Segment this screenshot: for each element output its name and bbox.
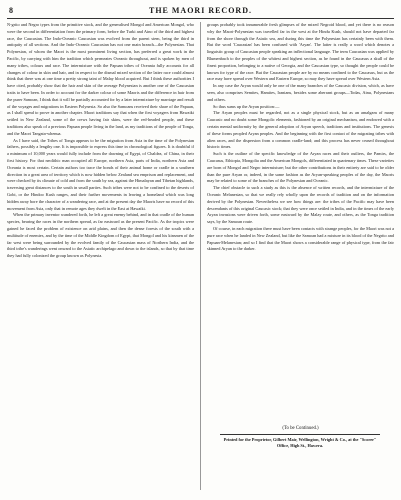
paragraph: Of course, in each migration there must have been contacts with strange peoples, for the Maori was not a pure race when he landed in New Zealand, but like the Samoan had a mixture in its blood of the Negrito and Papuan-Melanesian; and so I find that the Maori shows a considerable range of physical type, from the fair skinned Aryan to the darker.	[207, 225, 394, 252]
paragraph: As I have said, the Tribes of Tonga appears to be the migration from Asia in the time of the Polynesian fathers, possibly a lengthy one. It is impossible to express this time in chronological figures. It is doubtful if a minimum of 10,000 years would fully include from the dawning of Egypt, of Chaldea, of China, in their first history. For that neolithic man occupied all Europe, northern Asia, parts of India, northern Asia and Oceania is most certain. Certain authors too trace the bonds of their animal home or cradle in a southern direction in a great area of territory which is now hidden below Zealand sea emprison and replacement, and were checked by its climate of cold and from the south by sea, against the Himalayan and Tibetan highlands, traversing great distances to the south in small parties. Such tribes were not to be confined to the deserts of Gobi, or the Hindoo Kush ranges, and their further movements in leaving a homeland which was long hidden away bore the character of a wandering race, and at the present day the Maoris have no record of this movement from Asia, only that in remote ages they dwelt in the East at Hawaiki.	[7, 137, 194, 211]
left-column	[7, 22, 194, 260]
page-number: 8	[9, 6, 13, 15]
paragraph: The Aryan peoples must be regarded, not as a single physical stock, but as an amalgam of many Caucasic and no doubt some Mongolic elements, fashioned by an original mechanism, and endowed with a certain mental uniformity by the general adoption of Aryan speech, traditions and institutions. The genesis of these forms peopled Aryan peoples. And the beginning with the first contact of the migrating tribes with alien races, and the dispersion from a common cradle-land; and this process has never ceased throughout historic times.	[207, 110, 394, 150]
right-column	[207, 22, 394, 253]
paragraph: So thus sums up the Aryan position:—	[213, 103, 280, 109]
footer-rule	[220, 434, 380, 435]
journal-title: THE MAORI RECORD.	[148, 6, 252, 15]
paragraph: The chief obstacle to such a study as this is the absence of written records, and the intermixture of the Oceanic Melanesian, so that we really rely wholly upon the records of tradition and on the information derived by the Polynesian. Nevertheless we see how things are: the tribes of the Pacific may have been descendants of this original Caucasic stock; that they were once settled in India, and in the times of the early Aryan invasions were driven forth, some eastward by the Malay route, and others, as the Tonga tradition says, by the Samoan route.	[207, 185, 394, 225]
paragraph: groups probably took innumerable fresh glimpses of the mixed Negroid blood, and yet there is no reason why the Maori-Polynesian was travelled far in the west at the Hindu Kush, should not have departed far from the shore through the Asiatic sea, and during this time the Polynesian has certainly been with them. But the word 'Caucasian' has been confused with 'Aryan'. The latter is really a word which denotes a linguistic group of Caucasian people speaking an inflectional language. The term Caucasian was applied by Blumenbach to the peoples of the whitest and highest section, as he found in the Caucasus a skull of the finest proportion, belonging to a native of Georgia, and the Caucasian type, so thought the people could be known for type of the race. But the Caucasian people are by no means confined to the Caucasus, but as the race may have spread over Western and Eastern Europe, so may they have spread over Western Asia.	[207, 22, 394, 82]
column-divider	[200, 22, 201, 490]
paragraph: When the primary inventor wandered forth, he left a great enemy behind, and in that cradle of the human species, bearing the races in the northern spread, as far eastward as the present Pacific. As the tropics were gained he faced the problem of existence on arid plains, and then the dense forests of the south with a multitude of enemies, and by the time of the Middle Kingdom of Egypt, that Mongol and his kinsmen of the far west were being surrounded by the evolved family of the Caucasian mass of Northern India, and the third tribe's wanderings went onward to the Asiatic archipelago and down to the islands, so that by that time they had fully colonized the group known as Polynesia.	[7, 212, 194, 259]
continued-note: (To be Continued.)	[282, 426, 319, 431]
printer-imprint: Printed for the Proprietor, Gilbert Mair, Wellington, Wright & Co., at the "Scorer" Office, High St., Hawera.	[223, 437, 377, 448]
paragraph: Such is the outline of the specific knowledge of the Aryan races and their outliers, the Pamirs, the Caucasus, Ethiopia, Mongolia and the American Mongols, differentiated in quartenary times. These varieties are born of Mongol and Negro intermixture; but the other contributions in their entirety are said to be older than the pure Aryan or, indeed, in the same fashion as the Aryan-speaking peoples of the day, the Maoris may be related to some of the branches of the Polynesian and Oceanic.	[207, 151, 394, 184]
paragraph: In any case the Aryan would only be one of the many branches of the Caucasic division, which, as have seen, also comprises Semites, Hamites, Iranians, besides some aberrant groups—Todas, Ainu, Polynesians and others.	[207, 83, 394, 102]
page-header	[7, 6, 394, 18]
header-rule	[7, 18, 394, 19]
paragraph: N-grito and Negro types from the primitive stock, and the generalised Mongol and American Mongol, who were the second in differentiation from the primary form, before the Turki and Aino of the third and highest race, the Caucasian. The Indo-Oceanic Caucasian was evolved from the parent stem, being the third in antiquity of all sections. And the Indo-Oceanic Caucasian has not one main branch—the Polynesian. That Polynesian, of whom the Maori is the most prominent living section, has preferred a great work in the Pacific, by carrying with him the tradition which permeates Oceanic throughout, and is spoken by men of many tribes, colours and race. The intermixture with the Papuan tribes of Oceania fully accounts for all changes of colour in skin and hair, and in respect to the dismal mixed section of the latter race could almost think that there was at one time a pretty strong taint of Malay blood acquired. But I think these authorities I have cited, probably show that the hair and skin of the average Polynesian is another one of the Caucasian traits to have been. In order to account for the darker colour of some Maoris and the difference in hair from the purer Samoan, I think that it will be partially accounted for by a later intermixture by marriage and result of the voyages and migrations in Eastern Polynesia. So also the Samoans received their share of the Papuan, as I shall spend to prove in another chapter. Maori traditions say that when the first voyagers from Hawaiki settled in New Zealand, some of the crews having fair skins, were the red-headed people, and these traditions also speak of a previous Papuan people living in the land, as my traditions of the people of Tonga, and the Maori Tangata-whenua.	[7, 22, 194, 136]
